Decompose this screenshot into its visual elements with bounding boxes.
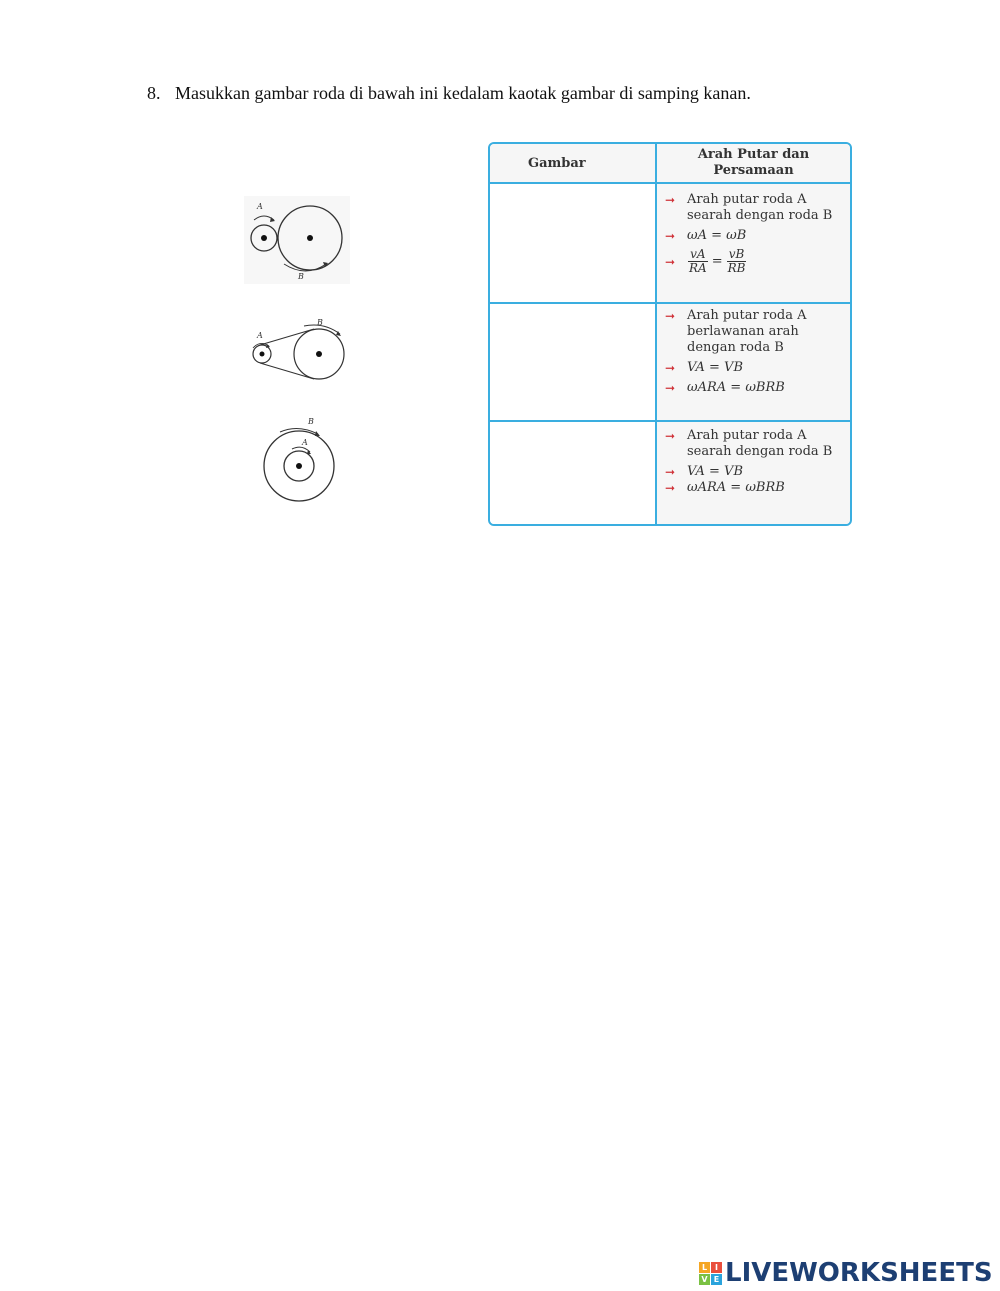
logo-mark-icon: [699, 1262, 722, 1285]
description-line: Arah putar roda A: [687, 428, 807, 443]
label-b: B: [317, 318, 323, 327]
question: [147, 82, 751, 104]
table-row: [490, 422, 850, 526]
list-item: [665, 192, 844, 224]
label-b: B: [298, 272, 304, 281]
equation-cell-3: [657, 422, 850, 526]
label-a: A: [257, 331, 263, 340]
header-gambar: Gambar: [490, 144, 657, 182]
equation: ωARA = ωBRB: [687, 480, 785, 495]
table-row: [490, 184, 850, 304]
description-line: Arah putar roda A: [687, 192, 807, 207]
equation: ωARA = ωBRB: [687, 380, 785, 395]
description-line: searah dengan roda B: [687, 444, 833, 459]
list-item: [665, 480, 844, 496]
equals-sign: =: [711, 253, 723, 269]
arrow-right-icon: ➞: [665, 429, 676, 443]
answer-table: [488, 142, 852, 526]
concentric-wheels-diagram: [258, 414, 342, 502]
list-item: [665, 308, 844, 356]
equation: VA = VB: [687, 360, 743, 375]
description-line: searah dengan roda B: [687, 208, 833, 223]
liveworksheets-logo[interactable]: [699, 1258, 993, 1288]
belt-wheels-diagram: [244, 316, 354, 386]
logo-letter: L: [699, 1262, 710, 1273]
table-row: [490, 304, 850, 422]
drop-zone-3[interactable]: [490, 422, 657, 526]
equation-cell-2: [657, 304, 850, 420]
label-b: B: [308, 417, 314, 426]
arrow-right-icon: ➞: [665, 361, 676, 375]
list-item: [665, 360, 844, 376]
list-item: [665, 464, 844, 480]
list-item: [665, 428, 844, 460]
wheel-image-belt[interactable]: [244, 316, 354, 386]
header-arah-line1: Arah Putar dan: [697, 147, 810, 162]
header-arah-line2: Persamaan: [713, 163, 794, 178]
touching-wheels-diagram: [244, 196, 350, 284]
question-number: 8.: [147, 83, 161, 103]
logo-letter: E: [711, 1274, 722, 1285]
arrow-right-icon: ➞: [665, 481, 676, 495]
fraction-right: $\frac{vB}{RB}$: [727, 247, 746, 275]
description-line: Arah putar roda A: [687, 308, 807, 323]
list-item: [665, 248, 844, 275]
wheel-image-touching[interactable]: [244, 196, 350, 284]
arrow-right-icon: ➞: [665, 254, 676, 269]
list-item: [665, 380, 844, 396]
arrow-right-icon: ➞: [665, 381, 676, 395]
equation: VA = VB: [687, 464, 743, 479]
arrow-right-icon: ➞: [665, 465, 676, 479]
arrow-right-icon: ➞: [665, 309, 676, 323]
wheel-image-concentric[interactable]: [258, 414, 342, 502]
label-a: A: [257, 202, 263, 211]
equation: ωA = ωB: [687, 228, 747, 243]
arrow-right-icon: ➞: [665, 229, 676, 243]
logo-letter: V: [699, 1274, 710, 1285]
logo-letter: I: [711, 1262, 722, 1273]
list-item: [665, 228, 844, 244]
label-a: A: [302, 438, 308, 447]
arrow-right-icon: ➞: [665, 193, 676, 207]
table-header-row: [490, 144, 850, 184]
question-text: Masukkan gambar roda di bawah ini kedalam kaotak gambar di samping kanan.: [175, 83, 751, 103]
drop-zone-1[interactable]: [490, 184, 657, 302]
description-line: berlawanan arah: [687, 324, 799, 339]
drop-zone-2[interactable]: [490, 304, 657, 420]
equation-cell-1: [657, 184, 850, 302]
fraction-left: $\frac{vA}{RA}$: [689, 247, 707, 275]
header-arah: [657, 144, 850, 182]
logo-text: LIVEWORKSHEETS: [725, 1258, 993, 1288]
description-line: dengan roda B: [687, 340, 784, 355]
